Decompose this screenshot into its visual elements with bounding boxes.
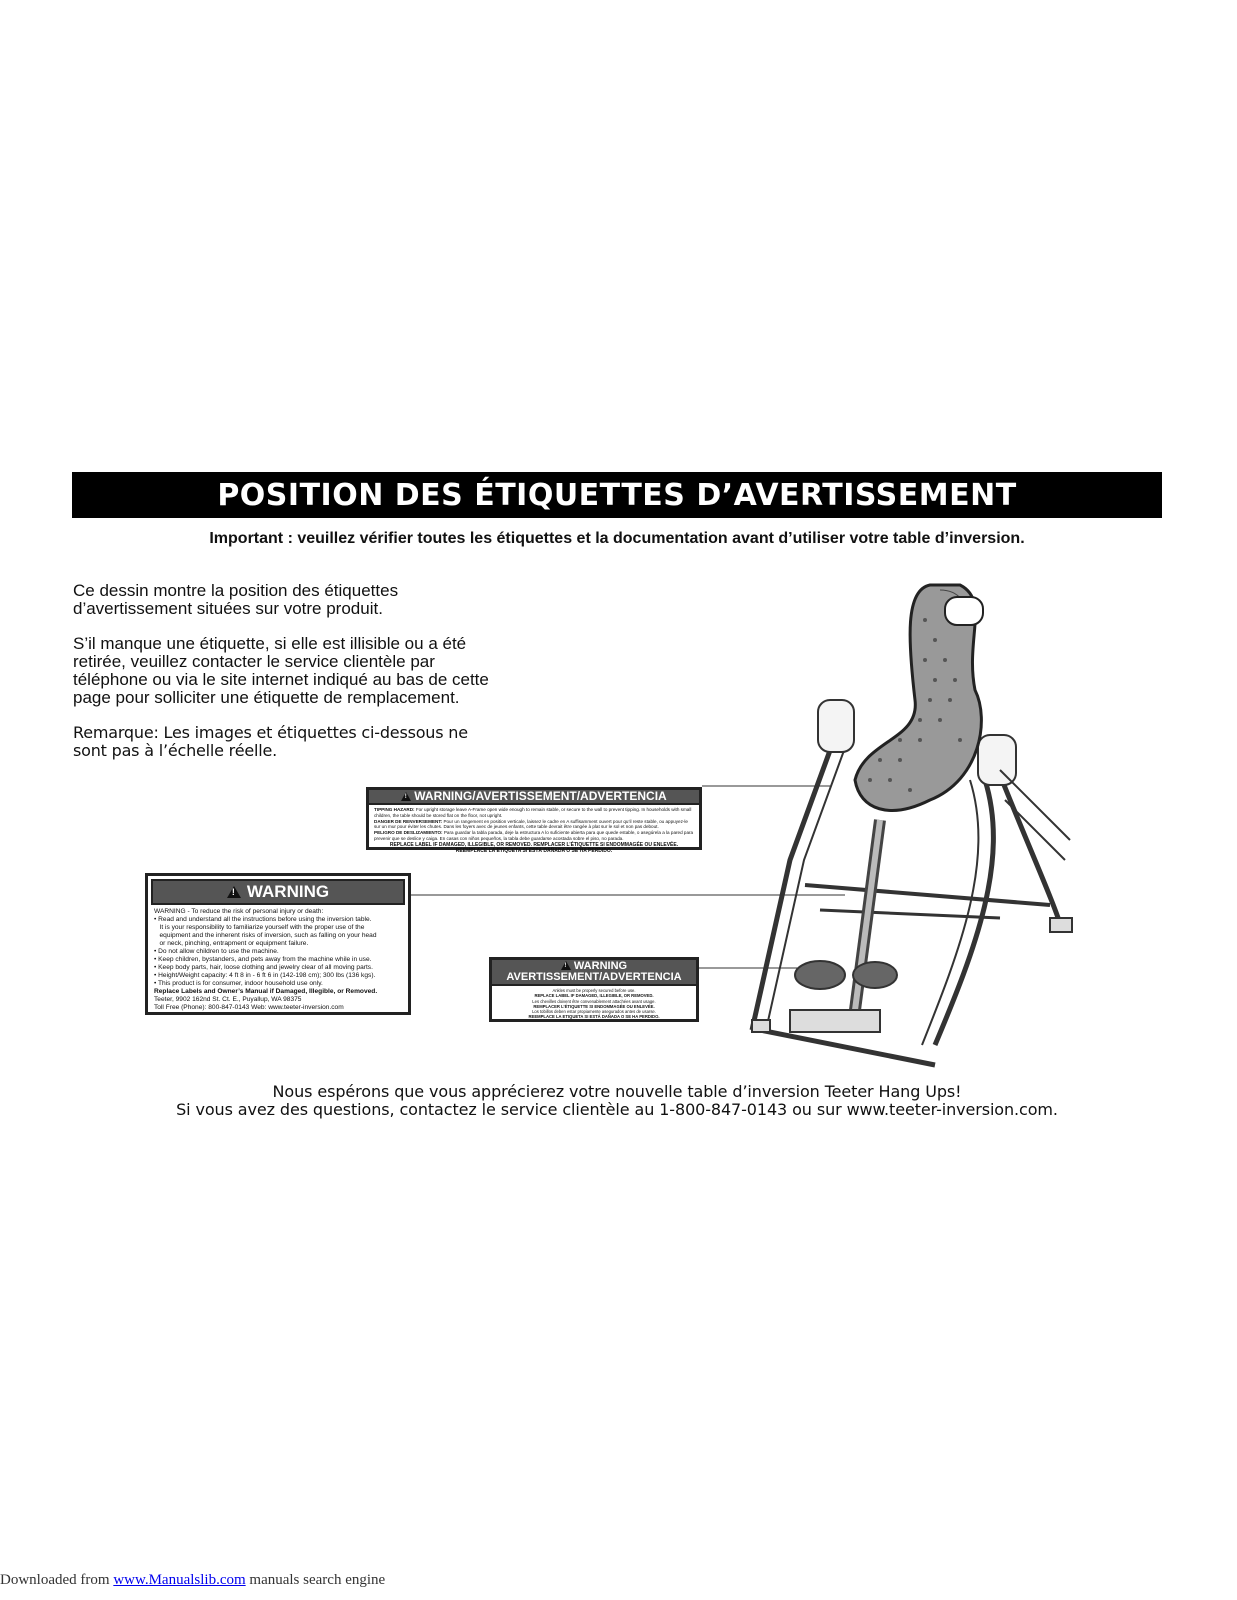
warning-triangle-icon bbox=[227, 886, 241, 898]
warning-triangle-icon bbox=[401, 792, 411, 801]
intro-paragraph-2: S’il manque une étiquette, si elle est illisible ou a été retirée, veuillez contacter le service clientèle par téléphone ou via le site internet indiqué au bas de cette page pour solliciter une étiquette de remplacement. bbox=[73, 634, 489, 707]
warning-label-main-title: !WARNING bbox=[151, 879, 405, 905]
warning-label-ankle bbox=[489, 957, 699, 1022]
warning-label-ankle-body: Ankles must be properly secured before use. REPLACE LABEL IF DAMAGED, ILLEGIBLE, OR REMOVED. Les chevilles doivent être convenablement attachées avant usage. REMPLACER L’ÉTIQUETTE SI ENDOMMAGÉE OU ENLEVÉE. Los tobillos deben estar propiamente asegurados antes de usarse. REEMPLACE LA ETIQUETA SI ESTÁ DAÑADA O SE HA PERDIDO. bbox=[528, 988, 660, 1020]
warning-triangle-icon bbox=[561, 961, 571, 970]
intro-note: Remarque: Les images et étiquettes ci-dessous ne sont pas à l’échelle réelle. bbox=[73, 723, 468, 760]
warning-label-main bbox=[145, 873, 411, 1015]
warning-label-main-body: WARNING - To reduce the risk of personal injury or death: • Read and understand all the instructions before using the inversion table. It is your responsibility to familiarize yourself with the proper use of the equipment and the inherent risks of inversion, such as falling on your head or neck, pinching, entrapment or equipment failure. • Do not allow children to use the machine. • Keep children, bystanders, and pets away from the machine while in use. • Keep body parts, hair, loose clothing and jewelry clear of all moving parts. • Height/Weight capacity: 4 ft 8 in - 6 ft 6 in (142-198 cm); 300 lbs (136 kgs). • This product is for consumer, indoor household use only. Replace Labels and Owner’s Manual if Damaged, Illegible, or Removed. Teeter, 9902 162nd St. Ct. E., Puyallup, WA 98375 Toll Free (Phone): 800-847-0143 Web: www.teeter-inversion.com bbox=[154, 908, 378, 1011]
download-footer: Downloaded from www.Manualslib.com manuals search engine bbox=[0, 1572, 386, 1588]
closing-line-2: Si vous avez des questions, contactez le service clientèle au 1-800-847-0143 ou sur www.teeter-inversion.com. bbox=[176, 1100, 1058, 1119]
closing-line-1: Nous espérons que vous apprécierez votre nouvelle table d’inversion Teeter Hang Ups! bbox=[272, 1082, 962, 1101]
manualslib-link[interactable]: www.Manualslib.com bbox=[113, 1572, 246, 1588]
warning-label-ankle-title: !WARNING AVERTISSEMENT/ADVERTENCIA bbox=[492, 960, 696, 986]
closing-message bbox=[72, 1083, 1162, 1119]
warning-label-tipping bbox=[366, 787, 702, 854]
warning-label-tipping-body: TIPPING HAZARD: For upright storage leave A-Frame open wide enough to remain stable, or secure to the wall to prevent tipping. In households with small children, the table should be stored flat on the floor, not upright. DANGER DE RENVERSEMENT: Pour un rangement en position verticale, laissez le cadre en A suffisamment ouvert pour qu’il reste stable, ou appuyez-le sur un mur pour éviter les chutes. Dans les foyers avec de jeunes enfants, cette table devrait être rangée à plat sur le sol et non pas debout. PELIGRO DE DESLIZAMIENTO: Para guardar la tabla parada, deje la estructura A lo suficiente abierta para que quede estable, o asegúrela a la pared para prevenir que se deslice y caiga. En casas con niños pequeños, la tabla debe guardarse acostada sobre el piso, no parada. REPLACE LABEL IF DAMAGED, ILLEGIBLE, OR REMOVED. REMPLACER L’ÉTIQUETTE SI ENDOMMAGÉE OU ENLEVÉE. REEMPLACE LA ETIQUETA SI ESTÁ DAÑADA O SE HA PERDIDO. bbox=[374, 807, 694, 854]
intro-paragraph-1: Ce dessin montre la position des étiquettes d’avertissement situées sur votre produit. bbox=[73, 581, 399, 618]
page-title: POSITION DES ÉTIQUETTES D’AVERTISSEMENT bbox=[217, 477, 1017, 513]
important-notice: Important : veuillez vérifier toutes les étiquettes et la documentation avant d’utiliser votre table d’inversion. bbox=[209, 530, 1025, 547]
warning-label-tipping-title: !WARNING/AVERTISSEMENT/ADVERTENCIA bbox=[369, 790, 699, 805]
